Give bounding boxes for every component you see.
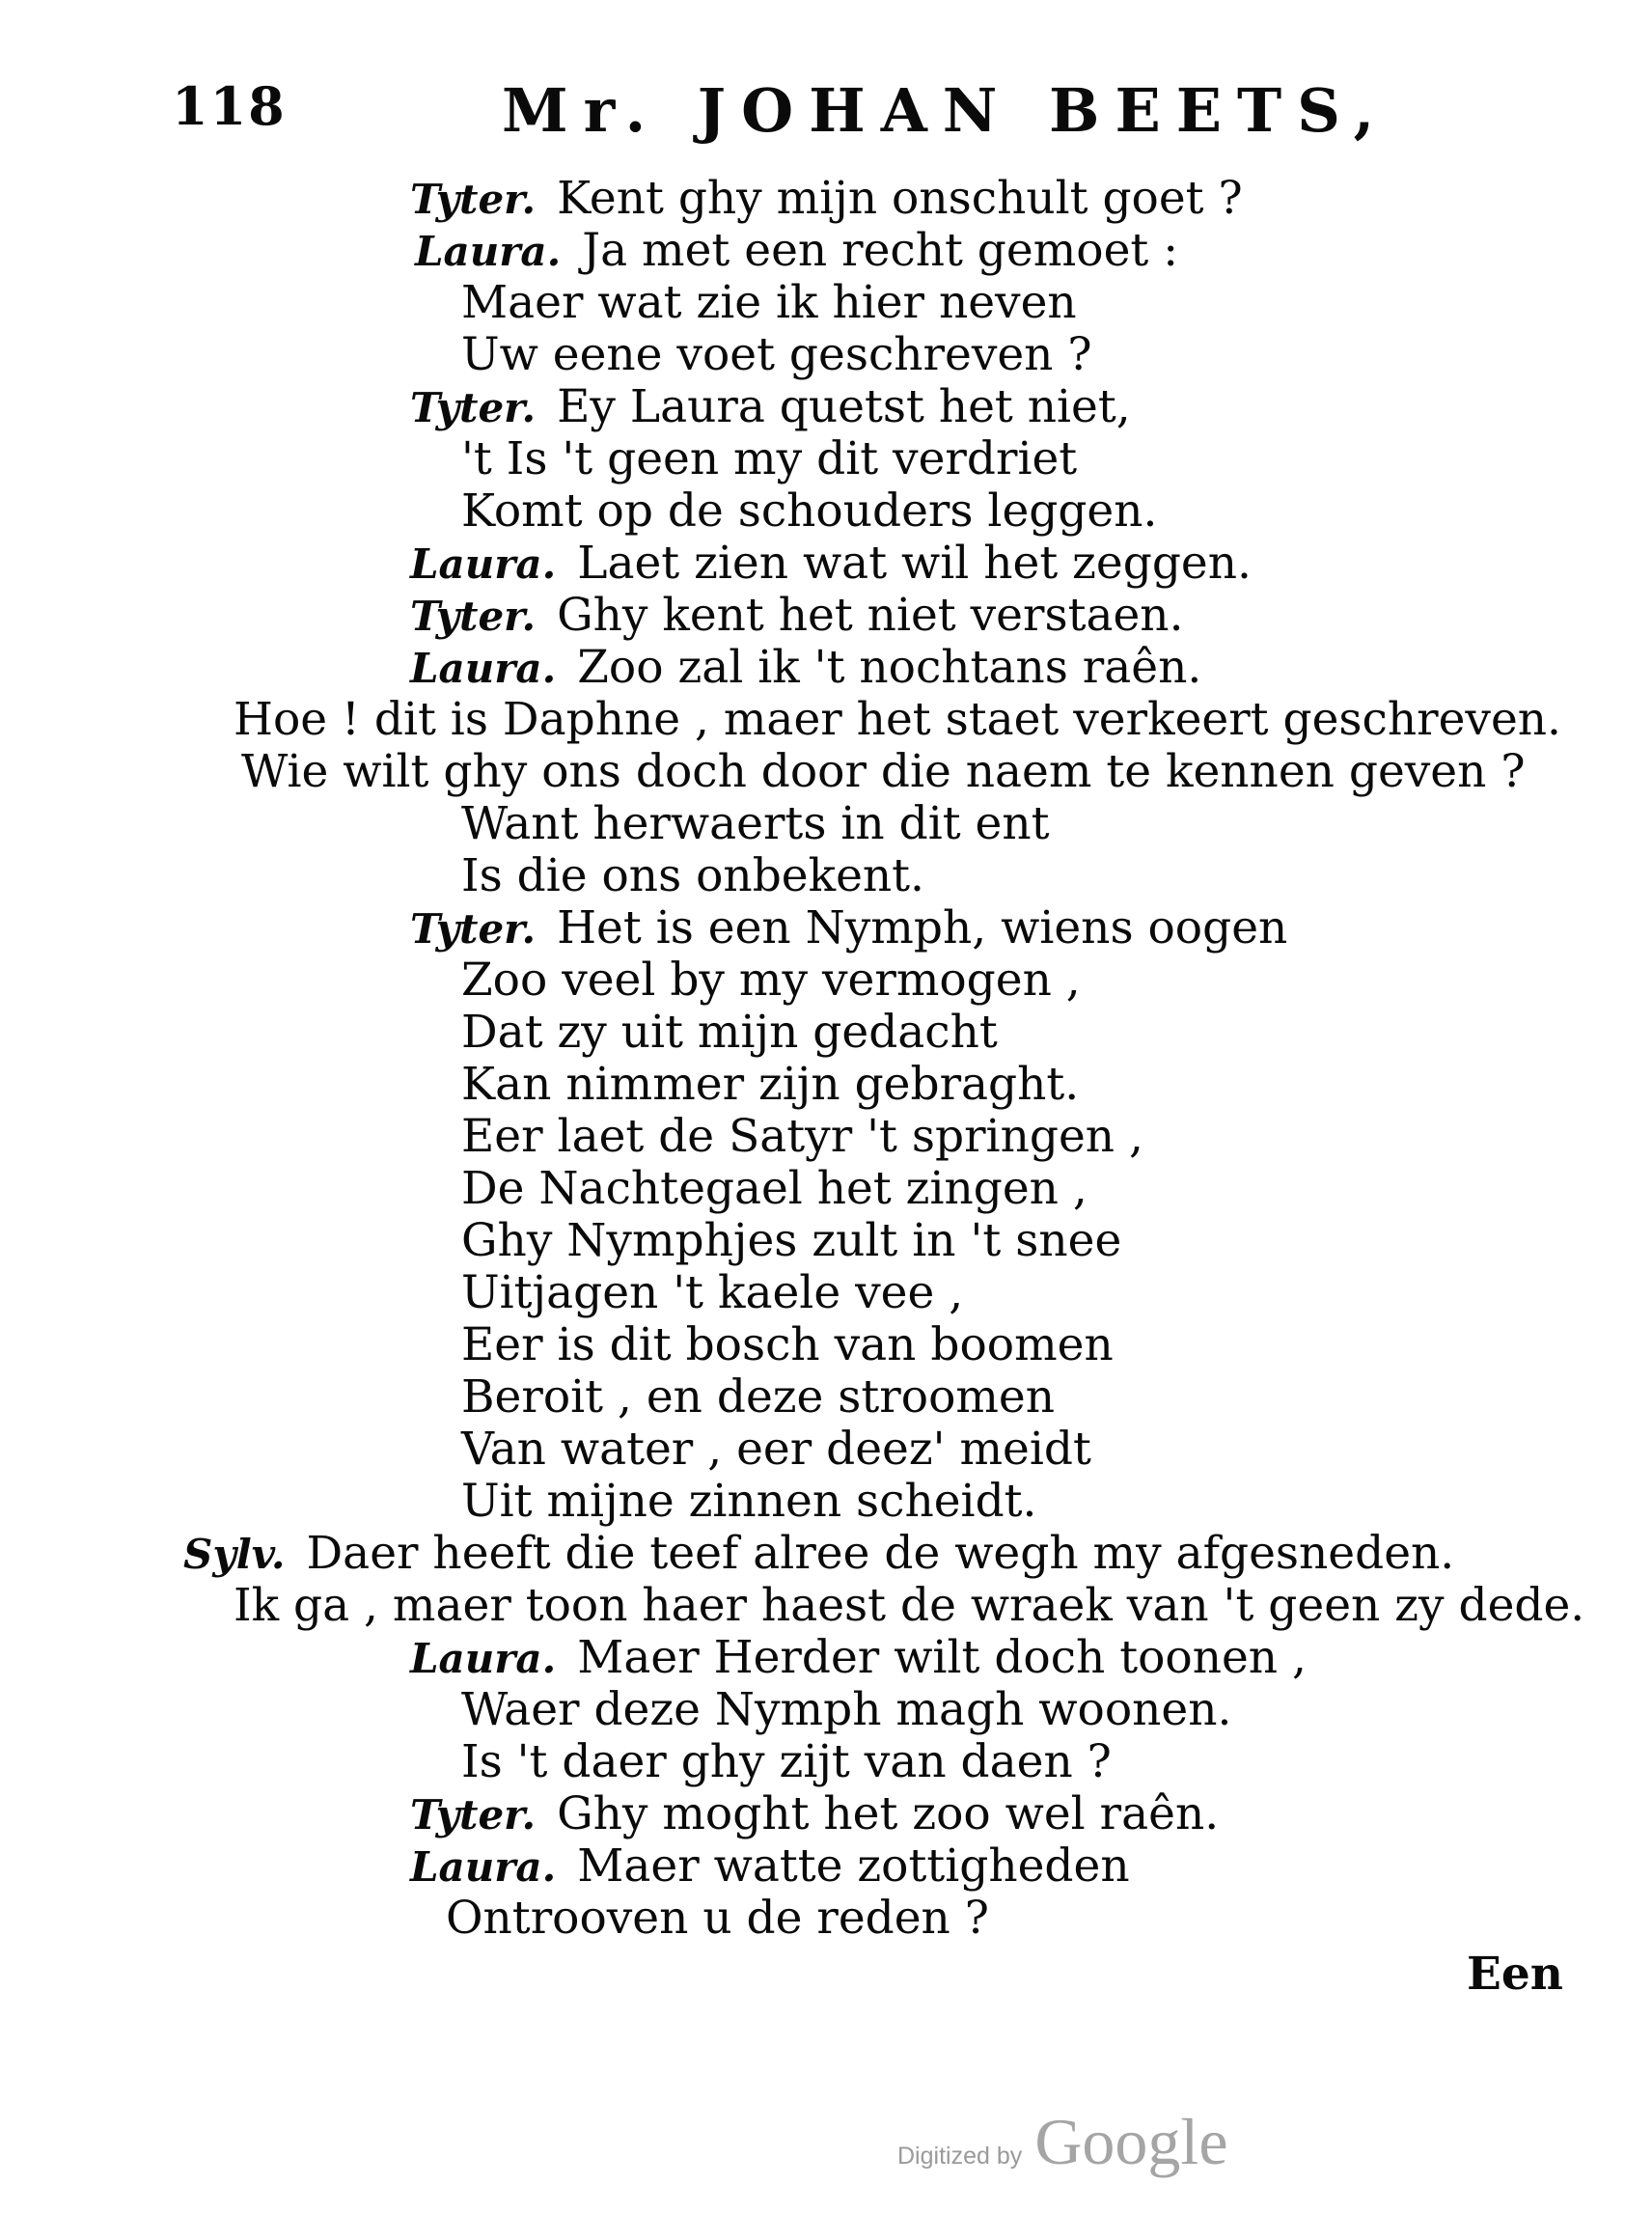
verse-line-text: Ja met een recht gemoet : [582,224,1179,277]
verse-line-text: Het is een Nymph, wiens oogen [557,901,1288,954]
verse-line-text: Maer Herder wilt doch toonen , [577,1631,1307,1684]
verse-line [234,693,1561,747]
verse-line-text: Maer wat zie ik hier neven [461,276,1077,329]
verse-line [461,797,1050,851]
verse-line-text: Ghy moght het zoo wel raên. [557,1787,1220,1840]
verse-line [410,1787,1219,1841]
verse-line [461,954,1081,1008]
verse-line-text: Is die ons onbekent. [461,849,924,902]
verse-line [415,224,1178,278]
verse-line-text: Uit mijne zinnen scheidt. [461,1475,1037,1528]
verse-line [461,1266,963,1320]
page-number: 118 [172,75,287,137]
verse-line [410,1631,1307,1685]
verse-line [410,380,1131,434]
speaker-name: Laura. [410,645,557,692]
verse-line [446,1892,989,1946]
verse-line-text: Maer watte zottigheden [577,1839,1130,1893]
verse-line-text: Zoo zal ik 't nochtans raên. [577,641,1202,694]
page-header [0,75,1652,152]
verse-line-text: Kan nimmer zijn gebraght. [461,1058,1080,1111]
verse-line [461,276,1077,330]
verse-line [461,1318,1114,1372]
speaker-name: Tyter. [410,176,537,223]
verse-line [410,901,1287,955]
verse-line-text: Wie wilt ghy ons doch door die naem te kennen geven ? [241,745,1526,798]
speaker-name: Laura. [415,228,562,275]
digitization-footer [897,2104,1228,2181]
verse-line [461,1370,1055,1424]
verse-line [461,1058,1079,1112]
verse-line [461,1162,1088,1216]
verse-line-text: Beroit , en deze stroomen [461,1370,1056,1424]
verse-line [461,1214,1121,1268]
speaker-name: Tyter. [410,593,537,640]
verse-line-text: Ghy Nymphjes zult in 't snee [461,1214,1122,1267]
verse-line-text: Kent ghy mijn onschult goet ? [557,172,1243,225]
verse-line-text: Ghy kent het niet verstaen. [557,589,1184,642]
verse-line [410,1839,1130,1894]
verse-line-text: Hoe ! dit is Daphne , maer het staet verkeert geschreven. [234,693,1561,746]
verse-line-text: Dat zy uit mijn gedacht [461,1006,998,1059]
verse-line [461,1683,1231,1737]
verse-line-text: 't Is 't geen my dit verdriet [461,432,1078,485]
verse-line-text: Waer deze Nymph magh woonen. [461,1683,1232,1736]
verse-line-text: Ontrooven u de reden ? [446,1892,989,1945]
verse-line [461,1735,1112,1789]
speaker-name: Laura. [410,1843,557,1891]
speaker-name: Laura. [410,540,557,588]
verse-line [461,1423,1091,1477]
verse-line [410,172,1243,226]
verse-line-text: De Nachtegael het zingen , [461,1162,1088,1215]
verse-line-text: Is 't daer ghy zijt van daen ? [461,1735,1112,1788]
running-title: Mr. JOHAN BEETS, [502,75,1390,146]
google-logo: Google [1034,2105,1228,2178]
speaker-name: Laura. [410,1635,557,1682]
speaker-name: Tyter. [410,384,537,431]
verse-line-text: Zoo veel by my vermogen , [461,954,1081,1007]
verse-line [410,537,1252,591]
verse-line [461,484,1157,539]
verse-line-text: Eer is dit bosch van boomen [461,1318,1114,1371]
digitized-label: Digitized by [897,2143,1023,2170]
speaker-name: Sylv. [183,1531,286,1578]
catchword: Een [1467,1948,1563,2001]
verse-line-text: Ey Laura quetst het niet, [557,380,1131,433]
verse-line-text: Laet zien wat wil het zeggen. [577,537,1252,590]
verse-line [241,745,1526,799]
verse-line-text: Want herwaerts in dit ent [461,797,1050,850]
verse-line-text: Van water , eer deez' meidt [461,1423,1091,1476]
verse-line [461,1475,1037,1529]
verse-line [461,1006,998,1060]
speaker-name: Tyter. [410,905,537,953]
verse-line-text: Uitjagen 't kaele vee , [461,1266,964,1319]
verse-line-text: Komt op de schouders leggen. [461,484,1158,538]
verse-line-text: Daer heeft die teef alree de wegh my afgesneden. [306,1527,1455,1580]
verse-line-text: Uw eene voet geschreven ? [461,328,1092,381]
verse-line-text: Eer laet de Satyr 't springen , [461,1110,1143,1163]
verse-line [183,1527,1454,1581]
verse-line [410,589,1184,643]
verse-line [461,1110,1143,1164]
speaker-name: Tyter. [410,1791,537,1839]
verse-line-text: Ik ga , maer toon haer haest de wraek van 't geen zy dede. [234,1579,1585,1632]
verse-line [234,1579,1584,1633]
verse-line [461,849,924,903]
verse-line [461,328,1092,382]
verse-line [461,432,1077,486]
verse-line [410,641,1201,695]
